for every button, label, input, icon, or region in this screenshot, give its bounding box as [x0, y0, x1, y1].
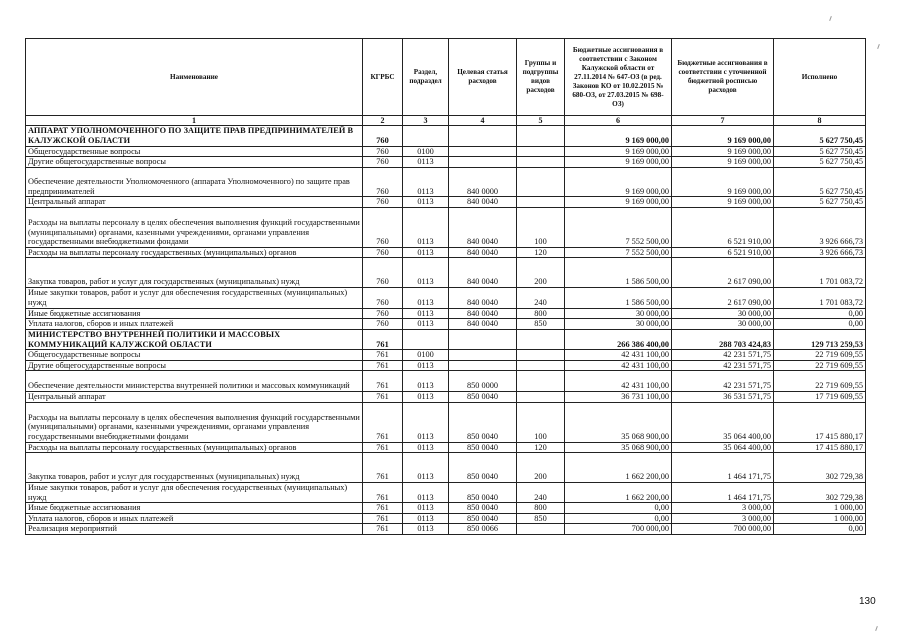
row-group: 850: [517, 513, 565, 524]
row-executed-amount: 5 627 750,45: [774, 146, 866, 157]
row-kgrbs: 760: [363, 247, 403, 258]
table-row: [26, 288, 866, 309]
row-law-amount: 42 431 100,00: [565, 350, 672, 361]
row-target: 840 0040: [449, 288, 517, 309]
row-target: 840 0040: [449, 258, 517, 288]
row-name: Иные закупки товаров, работ и услуг для обеспечения государственных (муниципальных) нужд: [26, 482, 363, 503]
row-executed-amount: 1 000,00: [774, 503, 866, 514]
row-refined-amount: 42 231 571,75: [672, 371, 774, 392]
row-section: 0113: [403, 402, 449, 442]
row-group: [517, 371, 565, 392]
row-kgrbs: 761: [363, 524, 403, 535]
row-kgrbs: 761: [363, 371, 403, 392]
row-kgrbs: 760: [363, 126, 403, 147]
row-section: 0113: [403, 308, 449, 319]
row-refined-amount: 3 000,00: [672, 513, 774, 524]
row-law-amount: 9 169 000,00: [565, 197, 672, 208]
row-group: 120: [517, 247, 565, 258]
row-section: [403, 329, 449, 350]
row-name: Иные бюджетные ассигнования: [26, 308, 363, 319]
row-law-amount: 1 586 500,00: [565, 288, 672, 309]
row-section: 0113: [403, 503, 449, 514]
row-executed-amount: 17 415 880,17: [774, 402, 866, 442]
row-name: Обеспечение деятельности Уполномоченного (аппарата Уполномоченного) по защите прав предпринимателей: [26, 167, 363, 197]
table-row: [26, 513, 866, 524]
row-name: Закупка товаров, работ и услуг для государственных (муниципальных) нужд: [26, 258, 363, 288]
row-group: 200: [517, 258, 565, 288]
row-refined-amount: 3 000,00: [672, 503, 774, 514]
row-section: 0113: [403, 167, 449, 197]
row-group: 240: [517, 482, 565, 503]
row-law-amount: 7 552 500,00: [565, 207, 672, 247]
row-refined-amount: 1 464 171,75: [672, 482, 774, 503]
header-refined: Бюджетные ассигнования в соответствии с уточненной бюджетной росписью расходов: [672, 39, 774, 116]
row-executed-amount: 5 627 750,45: [774, 197, 866, 208]
row-kgrbs: 761: [363, 442, 403, 453]
row-law-amount: 0,00: [565, 503, 672, 514]
row-executed-amount: 17 719 609,55: [774, 391, 866, 402]
row-refined-amount: 36 531 571,75: [672, 391, 774, 402]
row-law-amount: 7 552 500,00: [565, 247, 672, 258]
row-section: 0100: [403, 146, 449, 157]
table-row: [26, 319, 866, 330]
row-kgrbs: 760: [363, 146, 403, 157]
row-target: 850 0040: [449, 442, 517, 453]
header-target: Целевая статья расходов: [449, 39, 517, 116]
row-group: [517, 524, 565, 535]
row-law-amount: 42 431 100,00: [565, 371, 672, 392]
row-kgrbs: 760: [363, 308, 403, 319]
row-kgrbs: 761: [363, 329, 403, 350]
row-section: 0113: [403, 482, 449, 503]
row-section: 0113: [403, 360, 449, 371]
row-executed-amount: 129 713 259,53: [774, 329, 866, 350]
table-row: [26, 482, 866, 503]
row-refined-amount: 30 000,00: [672, 319, 774, 330]
row-kgrbs: 760: [363, 157, 403, 168]
row-section: 0113: [403, 524, 449, 535]
table-row: [26, 329, 866, 350]
row-group: 240: [517, 288, 565, 309]
row-refined-amount: 2 617 090,00: [672, 258, 774, 288]
row-law-amount: 9 169 000,00: [565, 126, 672, 147]
row-kgrbs: 761: [363, 503, 403, 514]
row-kgrbs: 761: [363, 402, 403, 442]
row-kgrbs: 761: [363, 350, 403, 361]
row-section: 0113: [403, 391, 449, 402]
row-name: МИНИСТЕРСТВО ВНУТРЕННЕЙ ПОЛИТИКИ И МАССОВЫХ КОММУНИКАЦИЙ КАЛУЖСКОЙ ОБЛАСТИ: [26, 329, 363, 350]
row-executed-amount: 302 729,38: [774, 453, 866, 483]
row-refined-amount: 9 169 000,00: [672, 146, 774, 157]
row-group: 800: [517, 308, 565, 319]
row-executed-amount: 22 719 609,55: [774, 371, 866, 392]
column-number: 3: [403, 116, 449, 126]
row-target: 850 0040: [449, 513, 517, 524]
row-executed-amount: 1 701 083,72: [774, 258, 866, 288]
row-law-amount: 700 000,00: [565, 524, 672, 535]
column-number: 2: [363, 116, 403, 126]
row-name: Обеспечение деятельности министерства внутренней политики и массовых коммуникаций: [26, 371, 363, 392]
row-target: 840 0040: [449, 247, 517, 258]
row-section: 0113: [403, 247, 449, 258]
row-refined-amount: 30 000,00: [672, 308, 774, 319]
header-section: Раздел, подраздел: [403, 39, 449, 116]
table-row: [26, 258, 866, 288]
row-target: [449, 146, 517, 157]
row-kgrbs: 761: [363, 482, 403, 503]
row-group: 800: [517, 503, 565, 514]
column-number: 1: [26, 116, 363, 126]
row-section: 0113: [403, 319, 449, 330]
row-name: Закупка товаров, работ и услуг для государственных (муниципальных) нужд: [26, 453, 363, 483]
row-section: 0113: [403, 157, 449, 168]
row-name: Общегосударственные вопросы: [26, 350, 363, 361]
row-target: [449, 360, 517, 371]
row-target: 840 0040: [449, 319, 517, 330]
row-section: 0100: [403, 350, 449, 361]
column-number: 6: [565, 116, 672, 126]
row-refined-amount: 9 169 000,00: [672, 157, 774, 168]
row-target: [449, 157, 517, 168]
row-executed-amount: 5 627 750,45: [774, 167, 866, 197]
row-refined-amount: 42 231 571,75: [672, 360, 774, 371]
row-refined-amount: 6 521 910,00: [672, 247, 774, 258]
scan-speck: [875, 626, 878, 631]
row-executed-amount: 0,00: [774, 524, 866, 535]
row-kgrbs: 760: [363, 167, 403, 197]
row-kgrbs: 760: [363, 197, 403, 208]
row-kgrbs: 761: [363, 513, 403, 524]
row-target: 850 0040: [449, 402, 517, 442]
row-section: 0113: [403, 442, 449, 453]
row-target: 840 0000: [449, 167, 517, 197]
row-refined-amount: 700 000,00: [672, 524, 774, 535]
header-kgrbs: КГРБС: [363, 39, 403, 116]
column-number: 4: [449, 116, 517, 126]
row-name: АППАРАТ УПОЛНОМОЧЕННОГО ПО ЗАЩИТЕ ПРАВ ПРЕДПРИНИМАТЕЛЕЙ В КАЛУЖСКОЙ ОБЛАСТИ: [26, 126, 363, 147]
row-kgrbs: 760: [363, 258, 403, 288]
row-executed-amount: 3 926 666,73: [774, 207, 866, 247]
row-section: 0113: [403, 207, 449, 247]
table-row: [26, 503, 866, 514]
row-target: 840 0040: [449, 197, 517, 208]
row-executed-amount: 3 926 666,73: [774, 247, 866, 258]
row-law-amount: 1 662 200,00: [565, 482, 672, 503]
row-group: [517, 126, 565, 147]
column-number: 7: [672, 116, 774, 126]
table-row: [26, 453, 866, 483]
row-name: Расходы на выплаты персоналу в целях обеспечения выполнения функций государственными (муниципальными) органами, казенными учреждениями, органами управления государственными внебюджетными фондами: [26, 402, 363, 442]
row-name: Уплата налогов, сборов и иных платежей: [26, 319, 363, 330]
row-refined-amount: 288 703 424,83: [672, 329, 774, 350]
page-number: 130: [859, 596, 876, 607]
row-kgrbs: 760: [363, 207, 403, 247]
row-refined-amount: 9 169 000,00: [672, 197, 774, 208]
row-section: 0113: [403, 288, 449, 309]
row-law-amount: 1 586 500,00: [565, 258, 672, 288]
row-name: Расходы на выплаты персоналу государственных (муниципальных) органов: [26, 247, 363, 258]
row-name: Иные закупки товаров, работ и услуг для обеспечения государственных (муниципальных) нужд: [26, 288, 363, 309]
column-number-row: [26, 116, 866, 126]
row-law-amount: 9 169 000,00: [565, 157, 672, 168]
row-law-amount: 266 386 400,00: [565, 329, 672, 350]
table-row: [26, 308, 866, 319]
row-group: [517, 391, 565, 402]
row-name: Расходы на выплаты персоналу государственных (муниципальных) органов: [26, 442, 363, 453]
table-row: [26, 197, 866, 208]
row-law-amount: 35 068 900,00: [565, 402, 672, 442]
row-target: 850 0000: [449, 371, 517, 392]
row-group: [517, 329, 565, 350]
row-group: [517, 146, 565, 157]
row-refined-amount: 9 169 000,00: [672, 167, 774, 197]
header-law: Бюджетные ассигнования в соответствии с Законом Калужской области от 27.11.2014 № 647-ОЗ (в ред. Законов КО от 10.02.2015 № 680-ОЗ, от 27.03.2015 № 698-ОЗ): [565, 39, 672, 116]
table-header-row: [26, 39, 866, 116]
header-name: Наименование: [26, 39, 363, 116]
row-section: 0113: [403, 453, 449, 483]
row-name: Уплата налогов, сборов и иных платежей: [26, 513, 363, 524]
row-executed-amount: 22 719 609,55: [774, 350, 866, 361]
row-law-amount: 0,00: [565, 513, 672, 524]
row-executed-amount: 0,00: [774, 319, 866, 330]
table-row: [26, 167, 866, 197]
row-law-amount: 30 000,00: [565, 308, 672, 319]
row-section: 0113: [403, 197, 449, 208]
row-group: [517, 360, 565, 371]
row-group: 850: [517, 319, 565, 330]
row-group: 100: [517, 402, 565, 442]
table-row: [26, 126, 866, 147]
row-law-amount: 9 169 000,00: [565, 167, 672, 197]
table-row: [26, 157, 866, 168]
row-kgrbs: 761: [363, 391, 403, 402]
row-target: 850 0066: [449, 524, 517, 535]
table-row: [26, 524, 866, 535]
column-number: 5: [517, 116, 565, 126]
scan-speck: [829, 16, 832, 21]
row-group: 120: [517, 442, 565, 453]
row-target: 840 0040: [449, 308, 517, 319]
row-executed-amount: 0,00: [774, 308, 866, 319]
row-executed-amount: 5 627 750,45: [774, 126, 866, 147]
table-row: [26, 350, 866, 361]
row-group: 100: [517, 207, 565, 247]
row-section: 0113: [403, 258, 449, 288]
row-law-amount: 42 431 100,00: [565, 360, 672, 371]
row-group: [517, 350, 565, 361]
header-executed: Исполнено: [774, 39, 866, 116]
row-target: 850 0040: [449, 453, 517, 483]
row-name: Другие общегосударственные вопросы: [26, 157, 363, 168]
row-law-amount: 35 068 900,00: [565, 442, 672, 453]
row-section: 0113: [403, 513, 449, 524]
row-executed-amount: 1 000,00: [774, 513, 866, 524]
row-group: [517, 167, 565, 197]
table-row: [26, 360, 866, 371]
row-name: Реализация мероприятий: [26, 524, 363, 535]
row-law-amount: 1 662 200,00: [565, 453, 672, 483]
row-target: [449, 329, 517, 350]
table-row: [26, 402, 866, 442]
row-target: [449, 126, 517, 147]
row-group: 200: [517, 453, 565, 483]
scan-speck: [877, 44, 880, 49]
table-row: [26, 247, 866, 258]
row-kgrbs: 760: [363, 288, 403, 309]
row-executed-amount: 302 729,38: [774, 482, 866, 503]
row-kgrbs: 761: [363, 360, 403, 371]
table-row: [26, 391, 866, 402]
row-refined-amount: 1 464 171,75: [672, 453, 774, 483]
row-target: 850 0040: [449, 503, 517, 514]
row-section: [403, 126, 449, 147]
row-refined-amount: 6 521 910,00: [672, 207, 774, 247]
row-section: 0113: [403, 371, 449, 392]
row-target: 850 0040: [449, 391, 517, 402]
row-refined-amount: 35 064 400,00: [672, 442, 774, 453]
table-row: [26, 442, 866, 453]
row-target: 850 0040: [449, 482, 517, 503]
table-row: [26, 146, 866, 157]
row-executed-amount: 22 719 609,55: [774, 360, 866, 371]
table-row: [26, 371, 866, 392]
row-target: [449, 350, 517, 361]
row-kgrbs: 761: [363, 453, 403, 483]
row-refined-amount: 35 064 400,00: [672, 402, 774, 442]
row-refined-amount: 9 169 000,00: [672, 126, 774, 147]
row-executed-amount: 5 627 750,45: [774, 157, 866, 168]
row-name: Расходы на выплаты персоналу в целях обеспечения выполнения функций государственными (муниципальными) органами, казенными учреждениями, органами управления государственными внебюджетными фондами: [26, 207, 363, 247]
row-law-amount: 9 169 000,00: [565, 146, 672, 157]
row-name: Общегосударственные вопросы: [26, 146, 363, 157]
row-name: Центральный аппарат: [26, 197, 363, 208]
row-refined-amount: 42 231 571,75: [672, 350, 774, 361]
budget-table: [25, 38, 866, 535]
row-executed-amount: 17 415 880,17: [774, 442, 866, 453]
column-number: 8: [774, 116, 866, 126]
row-name: Иные бюджетные ассигнования: [26, 503, 363, 514]
row-target: 840 0040: [449, 207, 517, 247]
row-kgrbs: 760: [363, 319, 403, 330]
row-name: Центральный аппарат: [26, 391, 363, 402]
row-group: [517, 197, 565, 208]
header-group: Группы и подгруппы видов расходов: [517, 39, 565, 116]
table-row: [26, 207, 866, 247]
row-law-amount: 30 000,00: [565, 319, 672, 330]
row-group: [517, 157, 565, 168]
row-executed-amount: 1 701 083,72: [774, 288, 866, 309]
row-law-amount: 36 731 100,00: [565, 391, 672, 402]
row-refined-amount: 2 617 090,00: [672, 288, 774, 309]
row-name: Другие общегосударственные вопросы: [26, 360, 363, 371]
